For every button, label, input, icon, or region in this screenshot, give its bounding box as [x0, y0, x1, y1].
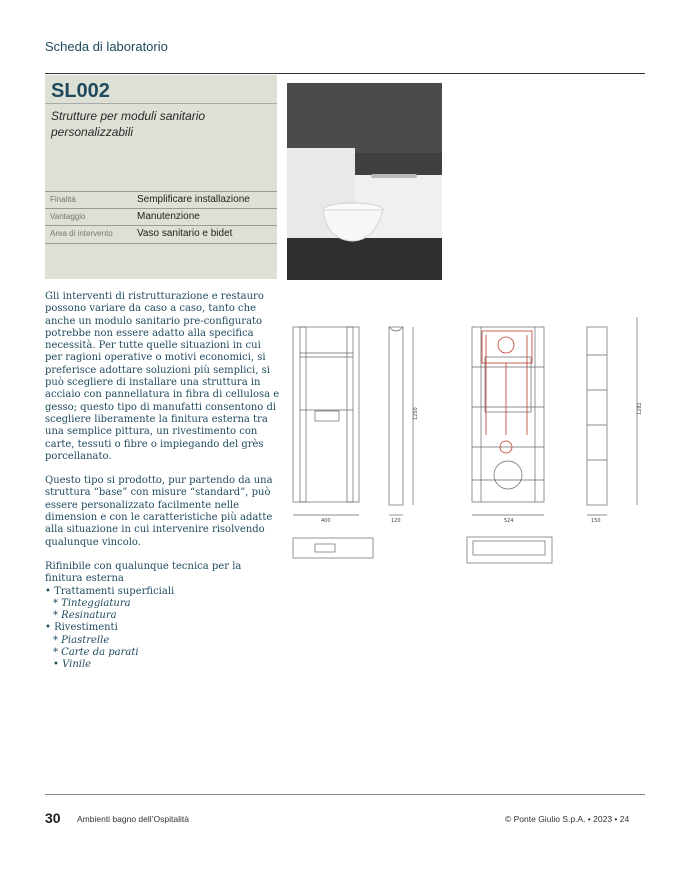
product-photo [287, 83, 442, 280]
card-divider [45, 103, 277, 104]
list-subitem: • Vinile [53, 659, 92, 671]
body-paragraph-2: Questo tipo si prodotto, pur partendo da una struttura “base” con misure “standard”, può essere personalizzato facilmente nelle dimension e con le caratteristiche più adatte alla situazione in cui intervenire risolvendo qualunque vincolo. [45, 475, 273, 548]
info-row-vantaggio [45, 208, 277, 226]
info-key: Finalità [50, 195, 76, 204]
page-number: 30 [45, 810, 61, 826]
footer-right-text: © Ponte Giulio S.p.A. • 2023 • 24 [505, 814, 630, 824]
product-card [45, 75, 277, 279]
dim-label: 400 [321, 518, 331, 524]
dim-label: 524 [504, 518, 514, 524]
footer-left-text: Ambienti bagno dell’Ospitalità [77, 814, 189, 824]
info-key: Vantaggio [50, 212, 86, 221]
dim-label: 1250 [413, 407, 419, 420]
list-subitem: * Resinatura [53, 610, 117, 622]
product-code: SL002 [51, 80, 110, 102]
info-key: Area di intervento [50, 229, 113, 238]
list-item: • Trattamenti superficiali [45, 585, 175, 597]
technical-drawing [285, 315, 645, 575]
page-header-title: Scheda di laboratorio [45, 39, 168, 54]
header-divider [45, 73, 645, 74]
finish-list [45, 586, 280, 672]
body-paragraph-1: Gli interventi di ristrutturazione e restauro possono variare da caso a caso, tanto che anche un modulo sanitario pre-configurato potrebbe non essere adatto alla specifica necessità. Per tutte quelle situazioni in cui per ragioni operative o motivi economici, si preferisce adottare soluzioni più semplici, si può scegliere di installare una struttura in acciaio con pannellatura in fibra di cellulosa e gesso; questo tipo di manufatti consentono di scegliere liberamente la finitura esterna tra una semplice pittura, un rivestimento con carte, tessuti o fibre o impiegando del grès porcellanato. [45, 291, 280, 462]
product-subtitle: Strutture per moduli sanitario personalizzabili [51, 109, 206, 139]
info-value: Vaso sanitario e bidet [137, 228, 233, 239]
list-subitem: * Tinteggiatura [53, 597, 131, 609]
body-text [45, 291, 280, 672]
info-value: Manutenzione [137, 211, 200, 222]
dim-label: 1282 [637, 402, 643, 415]
body-paragraph-3: Rifinibile con qualunque tecnica per la finitura esterna [45, 560, 242, 585]
dim-label: 150 [591, 518, 601, 524]
info-row-area [45, 225, 277, 244]
list-item: • Rivestimenti [45, 622, 118, 634]
footer-divider [45, 794, 645, 795]
list-subitem: * Piastrelle [53, 634, 110, 646]
info-value: Semplificare installazione [137, 194, 250, 205]
info-row-finalita [45, 191, 277, 209]
dim-label: 120 [391, 518, 401, 524]
list-subitem: * Carte da parati [53, 647, 139, 659]
